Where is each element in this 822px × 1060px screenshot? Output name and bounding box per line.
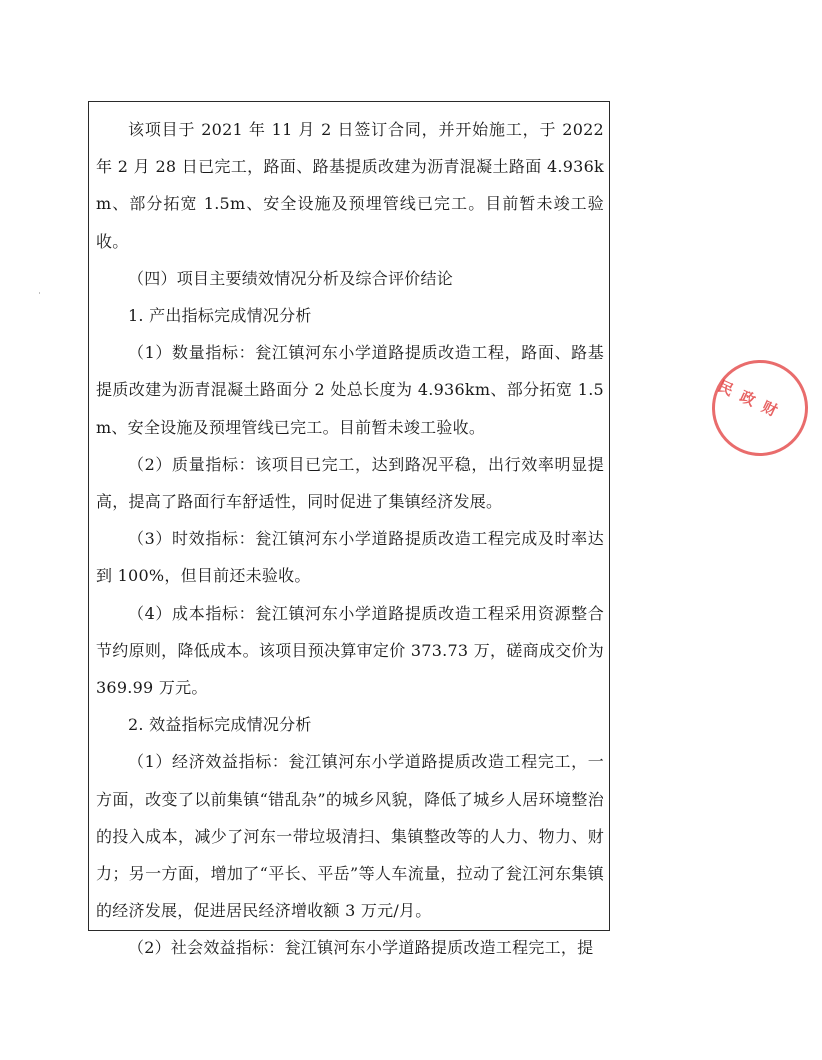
paragraph-quantity-indicator: （1）数量指标：瓮江镇河东小学道路提质改造工程，路面、路基提质改建为沥青混凝土路面分 2 处总长度为 4.936km、部分拓宽 1.5m、安全设施及预埋管线已完工。目前暂未竣工验收。 <box>96 343 604 437</box>
section-heading-performance: （四）项目主要绩效情况分析及综合评价结论 <box>128 268 454 288</box>
scan-artifact <box>39 292 40 294</box>
seal-text: 民 政 财 <box>715 376 782 421</box>
subheading-output-indicators: 1. 产出指标完成情况分析 <box>128 306 312 326</box>
document-body <box>96 111 604 967</box>
paragraph-timeliness-indicator: （3）时效指标：瓮江镇河东小学道路提质改造工程完成及时率达到 100%，但目前还未验收。 <box>96 529 604 586</box>
paragraph-cost-indicator: （4）成本指标：瓮江镇河东小学道路提质改造工程采用资源整合节约原则，降低成本。该项目预决算审定价 373.73 万，磋商成交价为 369.99 万元。 <box>96 603 604 698</box>
subheading-benefit-indicators: 2. 效益指标完成情况分析 <box>128 715 312 735</box>
paragraph-quality-indicator: （2）质量指标：该项目已完工，达到路况平稳，出行效率明显提高，提高了路面行车舒适性，同时促进了集镇经济发展。 <box>96 454 604 512</box>
paragraph-economic-benefit: （1）经济效益指标：瓮江镇河东小学道路提质改造工程完工，一方面，改变了以前集镇“错乱杂”的城乡风貌，降低了城乡人居环境整治的投入成本，减少了河东一带垃圾清扫、集镇整改等的人力、物力、财力；另一方面，增加了“平长、平岳”等人车流量，拉动了瓮江河东集镇的经济发展，促进居民经济增收额 3 万元/月。 <box>96 752 604 921</box>
paragraph-social-benefit: （2）社会效益指标：瓮江镇河东小学道路提质改造工程完工，提 <box>128 938 594 958</box>
paragraph-project-timeline: 该项目于 2021 年 11 月 2 日签订合同，并开始施工，于 2022 年 2 月 28 日已完工，路面、路基提质改建为沥青混凝土路面 4.936km、部分拓宽 1.5m、安全设施及预埋管线已完工。目前暂未竣工验收。 <box>96 120 604 251</box>
